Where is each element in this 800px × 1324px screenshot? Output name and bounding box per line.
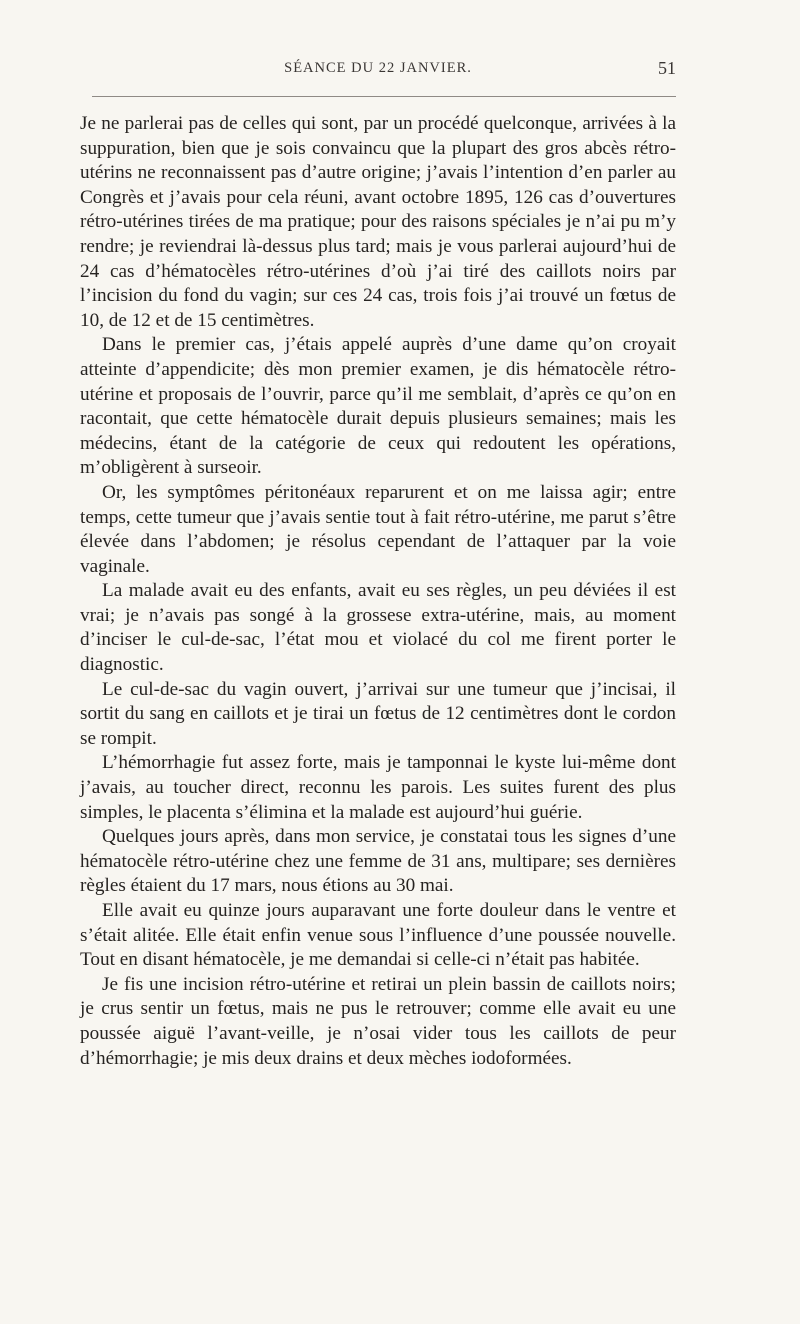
paragraph-9: Je fis une incision rétro-utérine et retirai un plein bassin de caillots noirs; je crus sentir un fœtus, mais ne pus le retrouver; comme elle avait eu une poussée aiguë l’avant-veille, je n’osai vider tous les caillots de peur d’hémorrhagie; je mis deux drains et deux mèches iodoformées. [80, 973, 676, 1069]
running-head [80, 60, 676, 86]
paragraph-4: La malade avait eu des enfants, avait eu ses règles, un peu déviées il est vrai; je n’avais pas songé à la grossese extra-utérine, mais, au moment d’inciser le cul-de-sac, l’état mou et violacé du col me firent porter le diagnostic. [80, 580, 676, 676]
paragraph-6: L’hémorrhagie fut assez forte, mais je tamponnai le kyste lui-même dont j’avais, au toucher direct, reconnu les parois. Les suites furent des plus simples, le placenta s’élimina et la malade est aujourd’hui guérie. [80, 752, 676, 823]
page-number: 51 [658, 58, 676, 78]
paragraph-2: Dans le premier cas, j’étais appelé auprès d’une dame qu’on croyait atteinte d’appendicite; dès mon premier examen, je dis hématocèle rétro-utérine et proposais de l’ouvrir, parce qu’il me semblait, d’après ce qu’on en racontait, que cette hématocèle durait depuis plusieurs semaines; mais les médecins, étant de la catégorie de ceux qui redoutent les opérations, m’obligèrent à surseoir. [80, 334, 676, 479]
running-title: SÉANCE DU 22 JANVIER. [284, 60, 472, 76]
paragraph-5: Le cul-de-sac du vagin ouvert, j’arrivai sur une tumeur que j’incisai, il sortit du sang en caillots et je tirai un fœtus de 12 centimètres dont le cordon se rompit. [80, 678, 676, 749]
paragraph-3: Or, les symptômes péritonéaux reparurent et on me laissa agir; entre temps, cette tumeur que j’avais sentie tout à fait rétro-utérine, me parut s’être élevée dans l’abdomen; je résolus cependant de l’attaquer par la voie vaginale. [80, 481, 676, 577]
paragraph-8: Elle avait eu quinze jours auparavant une forte douleur dans le ventre et s’était alitée. Elle était enfin venue sous l’influence d’une poussée nouvelle. Tout en disant hématocèle, je me demandai si celle-ci n’était pas habitée. [80, 900, 676, 971]
body-text [80, 112, 676, 1071]
header-rule [92, 96, 676, 97]
paragraph-7: Quelques jours après, dans mon service, je constatai tous les signes d’une hématocèle rétro-utérine chez une femme de 31 ans, multipare; ses dernières règles étaient du 17 mars, nous étions au 30 mai. [80, 826, 676, 897]
paragraph-1: Je ne parlerai pas de celles qui sont, par un procédé quelconque, arrivées à la suppuration, bien que je sois convaincu que la plupart des gros abcès rétro-utérins ne reconnaissent pas d’autre origine; j’avais l’intention d’en parler au Congrès et j’avais pour cela réuni, avant octobre 1895, 126 cas d’ouvertures rétro-utérines tirées de ma pratique; pour des raisons spéciales je n’ai pu m’y rendre; je reviendrai là-dessus plus tard; mais je vous parlerai aujourd’hui de 24 cas d’hématocèles rétro-utérines d’où j’ai tiré des caillots noirs par l’incision du fond du vagin; sur ces 24 cas, trois fois j’ai trouvé un fœtus de 10, de 12 et de 15 centimètres. [80, 113, 676, 331]
